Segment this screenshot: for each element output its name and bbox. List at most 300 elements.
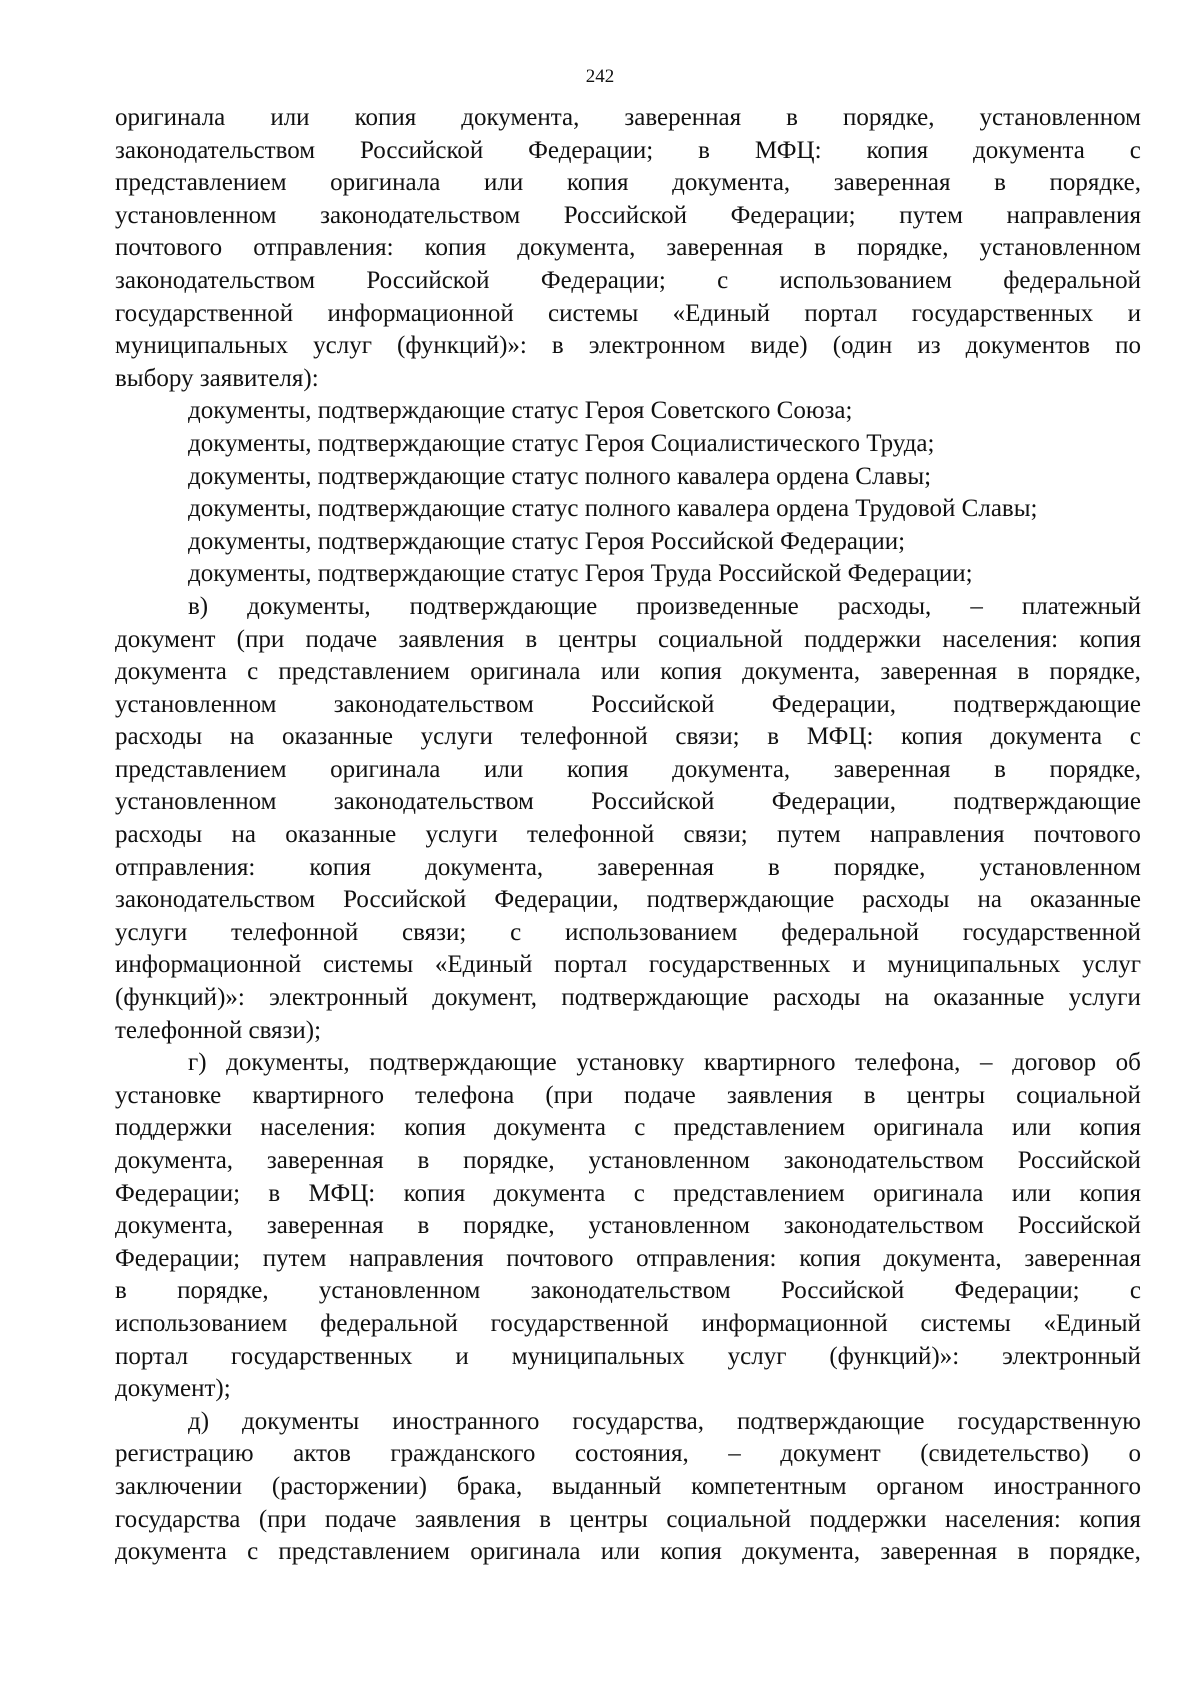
word: установленном xyxy=(115,690,277,718)
word: копия xyxy=(566,169,629,197)
word: информационной xyxy=(701,1309,888,1337)
word: документа xyxy=(493,1179,606,1207)
document-body xyxy=(115,102,1141,1569)
word: документа, xyxy=(425,853,544,881)
word: или xyxy=(600,1538,640,1566)
word: копия xyxy=(866,136,929,164)
word: заявления xyxy=(398,625,505,653)
word: или xyxy=(600,658,640,686)
word: Федерации, xyxy=(771,690,897,718)
word: документа, xyxy=(742,658,861,686)
word: с xyxy=(247,658,259,686)
word: заверенная xyxy=(1024,1244,1141,1272)
text-line xyxy=(115,1504,1141,1537)
word: подтверждающие xyxy=(409,592,598,620)
word: заключении xyxy=(115,1472,243,1500)
word: оказанные xyxy=(1029,886,1141,914)
word: документа xyxy=(990,723,1103,751)
word: Федерации, xyxy=(771,788,897,816)
word: электронный xyxy=(269,984,408,1012)
word: с xyxy=(1129,136,1141,164)
word: (функций)»: xyxy=(115,984,245,1012)
word: заверенная xyxy=(833,169,951,197)
text-line xyxy=(115,1178,1141,1211)
word: актов xyxy=(293,1440,351,1468)
word: почтового xyxy=(1033,821,1141,849)
word: установленном xyxy=(979,104,1141,131)
word: МФЦ: xyxy=(806,723,874,751)
word: системы xyxy=(920,1309,1011,1337)
text-line xyxy=(115,1471,1141,1504)
word: «Единый xyxy=(434,951,533,979)
word: законодательством xyxy=(333,788,534,816)
word: услуг xyxy=(1082,951,1141,979)
word: состояния, xyxy=(574,1440,689,1468)
word: оригинала xyxy=(330,169,441,197)
word: телефонной xyxy=(231,918,359,946)
word: направления xyxy=(349,1244,484,1272)
text-line xyxy=(115,982,1141,1015)
word: услуг xyxy=(727,1342,787,1370)
text-line xyxy=(115,1243,1141,1276)
word: документа xyxy=(115,1538,227,1566)
text-line xyxy=(115,1308,1141,1341)
word: услуг xyxy=(313,332,372,360)
word: федеральной xyxy=(320,1309,458,1337)
word: порядке, xyxy=(833,853,926,881)
word: договор xyxy=(1012,1049,1097,1077)
text-line xyxy=(115,884,1141,917)
word: государственную xyxy=(957,1407,1141,1435)
word: в xyxy=(863,1081,876,1109)
word: заверенная xyxy=(880,1538,998,1566)
word: заверенная xyxy=(266,1212,384,1240)
word: об xyxy=(1115,1049,1141,1077)
word: д) xyxy=(188,1407,210,1435)
text-line xyxy=(115,754,1141,787)
word: электронном xyxy=(588,332,726,360)
word: документа, xyxy=(742,1538,861,1566)
text-line: телефонной связи); xyxy=(115,1016,322,1044)
word: услуги xyxy=(420,723,493,751)
word: установленном xyxy=(318,1277,481,1305)
word: телефонной xyxy=(526,821,655,849)
word: на xyxy=(884,984,910,1012)
word: в xyxy=(115,1277,127,1305)
text-line xyxy=(115,786,1141,819)
word: копия xyxy=(660,1538,722,1566)
word: отправления: xyxy=(636,1244,777,1272)
text-line xyxy=(115,1210,1141,1243)
word: порядке, xyxy=(1049,755,1141,783)
word: муниципальных xyxy=(887,951,1061,979)
word: поддержки xyxy=(804,625,922,653)
word: социальной xyxy=(666,1505,792,1533)
text-line: документы, подтверждающие статус Героя Труда Российской Федерации; xyxy=(188,560,973,588)
word: муниципальных xyxy=(115,332,289,360)
word: Российской xyxy=(1017,1147,1141,1174)
word: (при xyxy=(236,625,285,653)
word: (расторжении) xyxy=(271,1472,428,1500)
word: Российской xyxy=(563,201,687,229)
word: населения: xyxy=(942,625,1059,653)
word: путем xyxy=(262,1244,327,1272)
word: Российской xyxy=(591,690,715,718)
word: Российской xyxy=(781,1277,905,1305)
word: оригинала xyxy=(330,755,441,783)
word: государства, xyxy=(572,1407,704,1435)
word: и xyxy=(1127,299,1141,327)
word: оказанные xyxy=(281,723,393,751)
word: с xyxy=(634,1114,646,1142)
word: «Единый xyxy=(1043,1309,1141,1337)
word: порядке, xyxy=(463,1212,555,1240)
word: центры xyxy=(558,625,637,653)
word: документа xyxy=(494,1114,606,1142)
word: в xyxy=(268,1179,281,1207)
word: копия xyxy=(403,1179,466,1207)
text-line: документы, подтверждающие статус Героя Социалистического Труда; xyxy=(188,429,935,457)
text-line xyxy=(115,689,1141,722)
word: с xyxy=(247,1538,259,1566)
word: в xyxy=(814,234,826,262)
word: подтверждающие xyxy=(561,984,749,1012)
word: заверенная xyxy=(597,853,714,881)
word: (функций)»: xyxy=(829,1342,960,1370)
word: подтверждающие xyxy=(369,1049,557,1077)
word: (свидетельство) xyxy=(920,1440,1089,1468)
text-line xyxy=(115,624,1141,657)
word: документа, xyxy=(672,169,791,197)
word: документа, xyxy=(115,1147,234,1174)
word: государственных xyxy=(911,299,1094,327)
word: выданный xyxy=(551,1472,662,1500)
word: квартирного xyxy=(252,1081,385,1109)
word: подаче xyxy=(305,625,378,653)
text-line xyxy=(115,1438,1141,1471)
word: виде) xyxy=(750,332,808,360)
word: Российской xyxy=(343,886,467,914)
text-line xyxy=(115,1275,1141,1308)
word: портал xyxy=(804,299,878,327)
word: подтверждающие xyxy=(736,1407,925,1435)
word: оригинала xyxy=(470,658,581,686)
word: центры xyxy=(906,1081,986,1109)
text-line xyxy=(115,1536,1141,1569)
word: брака, xyxy=(456,1472,523,1500)
word: расходы xyxy=(115,821,203,849)
word: «Единый xyxy=(672,299,770,327)
word: заверенная xyxy=(624,104,742,131)
word: установке xyxy=(115,1081,222,1109)
word: почтового xyxy=(506,1244,614,1272)
text-line: документы, подтверждающие статус полного кавалера ордена Трудовой Славы; xyxy=(188,495,1038,523)
word: на xyxy=(977,886,1002,914)
word: документы, xyxy=(226,1049,350,1077)
word: подаче xyxy=(324,1505,397,1533)
word: использованием xyxy=(565,918,738,946)
word: копия xyxy=(309,853,372,881)
word: Российской xyxy=(1017,1212,1141,1240)
word: оригинала xyxy=(115,104,226,131)
word: связи; xyxy=(683,821,748,849)
word: документ, xyxy=(432,984,538,1012)
word: отправления: xyxy=(115,853,256,881)
word: (при xyxy=(258,1505,307,1533)
text-line xyxy=(115,1112,1141,1145)
word: населения: xyxy=(260,1114,376,1142)
word: с xyxy=(633,1179,645,1207)
word: установленном xyxy=(588,1212,750,1240)
word: законодательством xyxy=(783,1212,984,1240)
word: направления xyxy=(1006,201,1141,229)
word: копия xyxy=(901,723,963,751)
word: порядке, xyxy=(843,104,935,131)
word: документ xyxy=(115,625,216,653)
word: в xyxy=(1017,1538,1030,1566)
word: копия xyxy=(660,658,722,686)
word: в) xyxy=(188,592,209,620)
word: заявления xyxy=(726,1081,833,1109)
word: Федерации; xyxy=(954,1277,1080,1305)
word: или xyxy=(484,169,524,197)
word: государственных xyxy=(230,1342,413,1370)
word: документа, xyxy=(672,755,791,783)
word: оригинала xyxy=(470,1538,581,1566)
word: законодательством xyxy=(115,266,316,294)
word: в xyxy=(539,1505,552,1533)
word: представлением xyxy=(278,658,450,686)
word: регистрацию xyxy=(115,1440,254,1468)
word: портал xyxy=(554,951,628,979)
word: копия xyxy=(424,234,487,262)
word: использованием xyxy=(115,1309,288,1337)
word: расходы, xyxy=(837,592,932,620)
word: Российской xyxy=(591,788,715,816)
word: иностранного xyxy=(392,1407,540,1435)
word: Федерации, xyxy=(494,886,619,914)
word: с xyxy=(510,918,522,946)
word: или xyxy=(1011,1179,1051,1207)
word: расходы xyxy=(773,984,861,1012)
text-line xyxy=(115,917,1141,950)
word: или xyxy=(270,104,310,131)
word: оригинала xyxy=(873,1114,984,1142)
word: расходы xyxy=(862,886,950,914)
text-line: документ); xyxy=(115,1375,231,1403)
word: с xyxy=(717,266,729,294)
word: представлением xyxy=(673,1114,846,1142)
word: Российской xyxy=(360,136,484,164)
word: из xyxy=(917,332,941,360)
word: (функций)»: xyxy=(397,332,527,360)
word: законодательством xyxy=(530,1277,731,1305)
word: телефона, xyxy=(855,1049,961,1077)
text-line xyxy=(115,1145,1141,1178)
word: оригинала xyxy=(873,1179,984,1207)
word: документы xyxy=(242,1407,360,1435)
word: с xyxy=(1129,723,1141,751)
word: гражданского xyxy=(390,1440,536,1468)
word: поддержки xyxy=(809,1505,927,1533)
word: государственной xyxy=(490,1309,669,1337)
word: системы xyxy=(322,951,414,979)
word: установленном xyxy=(588,1147,750,1174)
text-line xyxy=(115,1406,1141,1439)
text-line xyxy=(115,265,1141,298)
word: Федерации; xyxy=(115,1179,241,1207)
word: в xyxy=(417,1147,430,1174)
word: услуги xyxy=(425,821,498,849)
word: услуги xyxy=(115,918,188,946)
word: Российской xyxy=(366,266,490,294)
word: заверенная xyxy=(666,234,784,262)
word: информационной xyxy=(115,951,302,979)
word: федеральной xyxy=(1003,266,1141,294)
word: услуги xyxy=(1068,984,1141,1012)
word: заверенная xyxy=(833,755,951,783)
word: с xyxy=(1129,1277,1141,1305)
text-line xyxy=(115,330,1141,363)
word: законодательством xyxy=(320,201,521,229)
word: оказанные xyxy=(285,821,397,849)
word: муниципальных xyxy=(511,1342,685,1370)
word: документа, xyxy=(115,1212,234,1240)
word: подтверждающие xyxy=(953,690,1141,718)
word: заверенная xyxy=(880,658,998,686)
word: и xyxy=(852,951,866,979)
text-line xyxy=(115,721,1141,754)
word: законодательством xyxy=(115,136,316,164)
word: – xyxy=(728,1440,741,1468)
word: заверенная xyxy=(266,1147,384,1174)
text-line xyxy=(115,200,1141,233)
word: копия xyxy=(566,755,629,783)
word: Федерации; xyxy=(540,266,666,294)
word: установленном xyxy=(115,788,277,816)
word: в xyxy=(994,755,1006,783)
word: в xyxy=(551,332,564,360)
word: в xyxy=(1017,658,1030,686)
word: федеральной xyxy=(781,918,919,946)
word: в xyxy=(786,104,798,131)
word: копия xyxy=(1079,625,1141,653)
word: – xyxy=(970,592,983,620)
word: г) xyxy=(188,1049,207,1077)
word: Федерации; xyxy=(528,136,654,164)
word: на xyxy=(231,821,256,849)
word: установленном xyxy=(979,853,1141,881)
word: документ xyxy=(780,1440,881,1468)
word: поддержки xyxy=(115,1114,232,1142)
word: социальной xyxy=(658,625,783,653)
word: государственных xyxy=(648,951,831,979)
text-line xyxy=(115,852,1141,885)
word: порядке, xyxy=(1049,1538,1141,1566)
word: представлением xyxy=(278,1538,450,1566)
text-line xyxy=(115,1341,1141,1374)
word: и xyxy=(455,1342,469,1370)
word: по xyxy=(1115,332,1141,360)
word: Федерации; xyxy=(115,1244,241,1272)
word: копия xyxy=(1079,1114,1141,1142)
word: в xyxy=(994,169,1006,197)
word: представлением xyxy=(115,755,287,783)
word: портал xyxy=(115,1342,189,1370)
word: в xyxy=(525,625,538,653)
word: копия xyxy=(354,104,417,131)
word: порядке, xyxy=(177,1277,269,1305)
word: социальной xyxy=(1016,1081,1141,1109)
word: или xyxy=(484,755,524,783)
word: копия xyxy=(1079,1179,1141,1207)
word: населения: xyxy=(945,1505,1061,1533)
word: копия xyxy=(799,1244,861,1272)
word: копия xyxy=(1079,1505,1141,1533)
word: порядке, xyxy=(463,1147,555,1174)
word: документа xyxy=(115,658,227,686)
word: в xyxy=(698,136,710,164)
word: подтверждающие xyxy=(646,886,835,914)
word: связи; xyxy=(402,918,467,946)
text-line xyxy=(115,1080,1141,1113)
word: порядке, xyxy=(856,234,949,262)
word: законодательством xyxy=(783,1147,984,1174)
text-line: документы, подтверждающие статус Героя Российской Федерации; xyxy=(188,527,906,555)
word: направления xyxy=(870,821,1005,849)
word: МФЦ: xyxy=(754,136,822,164)
word: о xyxy=(1128,1440,1141,1468)
word: (при xyxy=(545,1081,593,1109)
text-line: документы, подтверждающие статус полного кавалера ордена Славы; xyxy=(188,462,932,490)
word: (один xyxy=(832,332,893,360)
word: связи; xyxy=(675,723,740,751)
word: порядке, xyxy=(1049,169,1141,197)
word: в xyxy=(417,1212,430,1240)
text-line xyxy=(115,591,1141,624)
word: телефонной xyxy=(520,723,648,751)
word: квартирного xyxy=(703,1049,836,1077)
text-line xyxy=(115,949,1141,982)
text-line xyxy=(115,167,1141,200)
word: документа xyxy=(973,136,1085,164)
word: компетентным xyxy=(691,1472,847,1500)
word: иностранного xyxy=(993,1472,1141,1500)
word: представлением xyxy=(115,169,287,197)
word: почтового xyxy=(115,234,223,262)
word: в xyxy=(768,853,780,881)
word: документа, xyxy=(517,234,636,262)
word: отправления: xyxy=(253,234,394,262)
word: подаче xyxy=(624,1081,696,1109)
word: законодательством xyxy=(115,886,316,914)
word: телефона xyxy=(415,1081,515,1109)
word: расходы xyxy=(115,723,203,751)
word: платежный xyxy=(1021,592,1141,620)
word: путем xyxy=(777,821,841,849)
word: документы, xyxy=(247,592,371,620)
word: государственной xyxy=(115,299,294,327)
word: заявления xyxy=(414,1505,521,1533)
word: государства xyxy=(115,1505,241,1533)
word: произведенные xyxy=(636,592,799,620)
word: центры xyxy=(569,1505,648,1533)
text-line xyxy=(115,819,1141,852)
word: на xyxy=(229,723,255,751)
word: МФЦ: xyxy=(308,1179,376,1207)
word: Федерации; xyxy=(730,201,856,229)
word: органом xyxy=(876,1472,964,1500)
